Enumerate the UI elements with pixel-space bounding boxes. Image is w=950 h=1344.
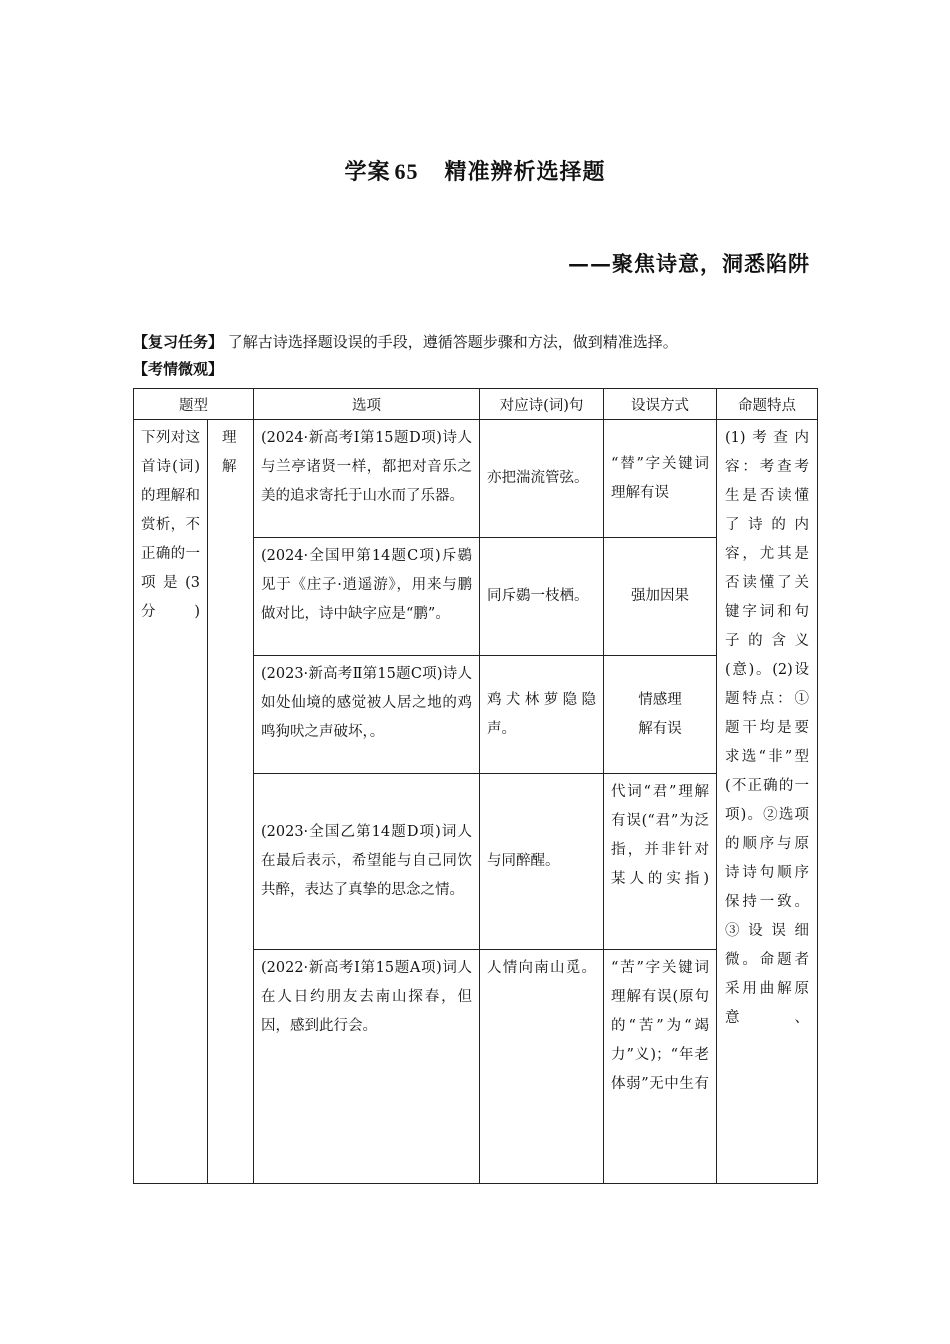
option-cell (254, 656, 480, 774)
feature-cell (717, 420, 818, 1184)
header-feature: 命题特点 (717, 389, 818, 420)
method-cell (604, 420, 717, 538)
page-subtitle: ——聚焦诗意，洞悉陷阱 (568, 251, 810, 276)
poem-line-text: 与同醉醒。 (487, 853, 560, 869)
poem-line-text: 同斥鷃一枝栖。 (487, 588, 589, 604)
line-cell (480, 656, 604, 774)
method-cell (604, 774, 717, 950)
kaoqing-label: 【考情微观】 (133, 360, 224, 378)
method-text: 强加因果 (631, 588, 689, 604)
option-text: (2024·全国甲第14题C项)斥鷃见于《庄子·逍遥游》，用来与鹏做对比，诗中缺字应是“鹏”。 (261, 548, 472, 622)
question-type-cell (134, 420, 208, 1184)
method-cell (604, 656, 717, 774)
option-text: (2022·新高考Ⅰ第15题A项)词人在人日约朋友去南山探春，但因，感到此行会。 (261, 960, 472, 1034)
poem-line-text: 亦把湍流管弦。 (487, 470, 589, 486)
header-type: 题型 (134, 389, 254, 420)
method-text: 情感理解有误 (638, 691, 682, 737)
line-cell (480, 538, 604, 656)
method-cell (604, 950, 717, 1184)
title-number: 65 (394, 159, 419, 184)
review-task-text: 了解古诗选择题设误的手段，遵循答题步骤和方法，做到精准选择。 (227, 333, 678, 351)
option-cell (254, 538, 480, 656)
sub-type-text: 理解 (222, 430, 237, 475)
option-cell (254, 950, 480, 1184)
title-prefix: 学案 (344, 159, 391, 185)
method-text: 代词“君”理解有误(“君”为泛指，并非针对某人的实指) (611, 784, 709, 887)
line-cell (480, 950, 604, 1184)
option-cell (254, 420, 480, 538)
question-type-text: 下列对这首诗(词)的理解和赏析，不正确的一项是(3分) (141, 430, 200, 620)
header-option: 选项 (254, 389, 480, 420)
feature-text: (1)考查内容：考查考生是否读懂了诗的内容，尤其是否读懂了关键字词和句子的含义(意)。(2)设题特点：①题干均是要求选“非”型(不正确的一项)。②选项的顺序与原诗诗句顺序保持一致。③设误细微。命题者采用曲解原意、 (725, 430, 809, 1026)
option-text: (2023·全国乙第14题D项)词人在最后表示，希望能与自己同饮共醉，表达了真挚的思念之情。 (261, 824, 472, 898)
method-cell (604, 538, 717, 656)
review-task-label: 【复习任务】 (133, 333, 224, 351)
poem-line-text: 人情向南山觅。 (487, 960, 596, 976)
option-text: (2024·新高考Ⅰ第15题D项)诗人与兰亭诸贤一样，都把对音乐之美的追求寄托于山水而了乐器。 (261, 430, 472, 504)
line-cell (480, 420, 604, 538)
title-main: 精准辨析选择题 (444, 159, 606, 185)
page-title (0, 155, 950, 186)
table-header-row (134, 389, 818, 420)
table-row (134, 420, 818, 538)
method-text: “苦”字关键词理解有误(原句的“苦”为“竭力”义)；“年老体弱”无中生有 (611, 960, 709, 1092)
review-task (133, 330, 823, 354)
poem-line-text: 鸡犬林萝隐隐声。 (487, 691, 596, 737)
option-cell (254, 774, 480, 950)
exam-analysis-table (133, 388, 818, 1184)
header-method: 设误方式 (604, 389, 717, 420)
method-text: “替”字关键词理解有误 (611, 455, 709, 501)
line-cell (480, 774, 604, 950)
header-line: 对应诗(词)句 (480, 389, 604, 420)
sub-type-cell (208, 420, 254, 1184)
option-text: (2023·新高考Ⅱ第15题C项)诗人如处仙境的感觉被人居之地的鸡鸣狗吠之声破坏，。 (261, 666, 472, 740)
